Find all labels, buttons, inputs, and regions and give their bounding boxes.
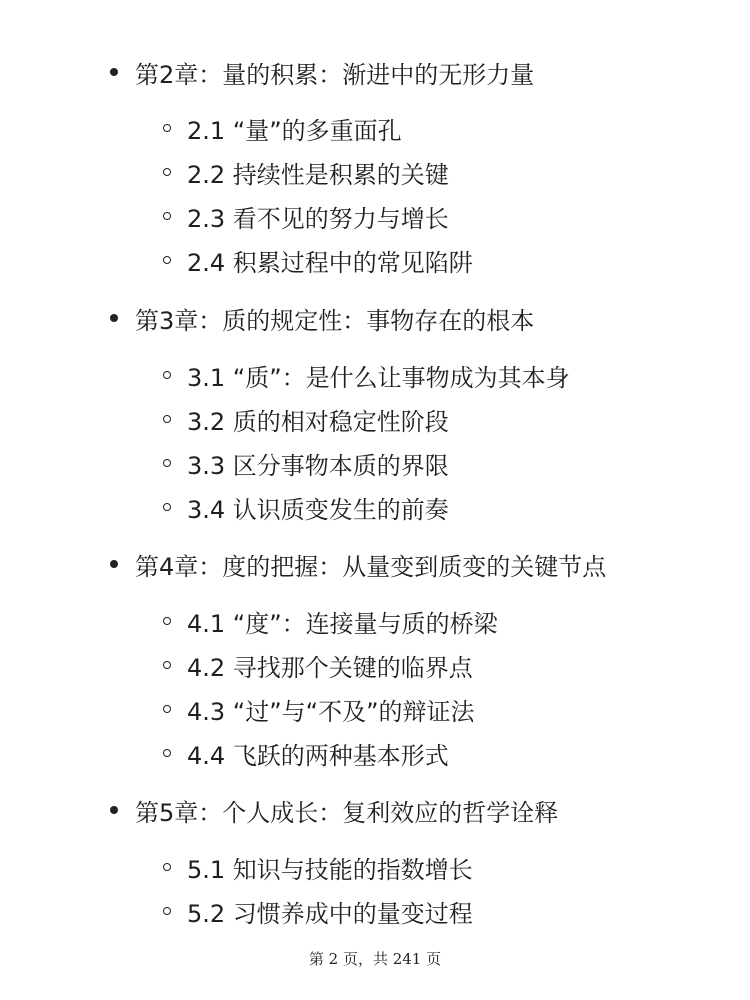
section-title: 5.1 知识与技能的指数增长 — [187, 855, 473, 884]
section-item — [163, 198, 449, 234]
bullet-circle-icon — [163, 168, 171, 176]
bullet-circle-icon — [163, 863, 171, 871]
bullet-disc-icon — [110, 560, 118, 568]
section-item — [163, 691, 475, 727]
section-title: 3.4 认识质变发生的前奏 — [187, 495, 449, 524]
section-title: 2.3 看不见的努力与增长 — [187, 204, 449, 233]
chapter-title: 第3章：质的规定性：事物存在的根本 — [135, 306, 535, 335]
section-title: 2.4 积累过程中的常见陷阱 — [187, 248, 473, 277]
section-item — [163, 445, 449, 481]
bullet-disc-icon — [110, 68, 118, 76]
section-item — [163, 110, 402, 146]
section-item — [163, 401, 449, 437]
bullet-circle-icon — [163, 749, 171, 757]
section-item — [163, 603, 498, 639]
chapter-heading — [110, 300, 534, 336]
section-item — [163, 735, 449, 771]
section-item — [163, 489, 449, 525]
bullet-disc-icon — [110, 314, 118, 322]
section-title: 4.3 “过”与“不及”的辩证法 — [187, 697, 475, 726]
page-number: 第 2 页，共 241 页 — [308, 950, 442, 968]
section-title: 4.4 飞跃的两种基本形式 — [187, 741, 449, 770]
bullet-circle-icon — [163, 124, 171, 132]
chapter-heading — [110, 792, 558, 828]
chapter-heading — [110, 54, 534, 90]
section-item — [163, 647, 473, 683]
section-title: 2.1 “量”的多重面孔 — [187, 116, 402, 145]
bullet-circle-icon — [163, 256, 171, 264]
bullet-circle-icon — [163, 459, 171, 467]
bullet-circle-icon — [163, 617, 171, 625]
section-item — [163, 357, 570, 393]
bullet-circle-icon — [163, 503, 171, 511]
section-title: 2.2 持续性是积累的关键 — [187, 160, 449, 189]
section-title: 3.2 质的相对稳定性阶段 — [187, 407, 449, 436]
bullet-circle-icon — [163, 705, 171, 713]
bullet-disc-icon — [110, 806, 118, 814]
bullet-circle-icon — [163, 415, 171, 423]
section-title: 3.3 区分事物本质的界限 — [187, 451, 449, 480]
section-item — [163, 849, 473, 885]
section-item — [163, 154, 449, 190]
chapter-heading — [110, 546, 606, 582]
chapter-title: 第2章：量的积累：渐进中的无形力量 — [135, 60, 535, 89]
section-title: 3.1 “质”：是什么让事物成为其本身 — [187, 363, 570, 392]
chapter-title: 第5章：个人成长：复利效应的哲学诠释 — [135, 798, 559, 827]
bullet-circle-icon — [163, 907, 171, 915]
bullet-circle-icon — [163, 661, 171, 669]
bullet-circle-icon — [163, 212, 171, 220]
section-title: 4.2 寻找那个关键的临界点 — [187, 653, 473, 682]
section-item — [163, 242, 473, 278]
section-title: 4.1 “度”：连接量与质的桥梁 — [187, 609, 498, 638]
section-item — [163, 893, 473, 929]
section-title: 5.2 习惯养成中的量变过程 — [187, 899, 473, 928]
chapter-title: 第4章：度的把握：从量变到质变的关键节点 — [135, 552, 607, 581]
bullet-circle-icon — [163, 371, 171, 379]
